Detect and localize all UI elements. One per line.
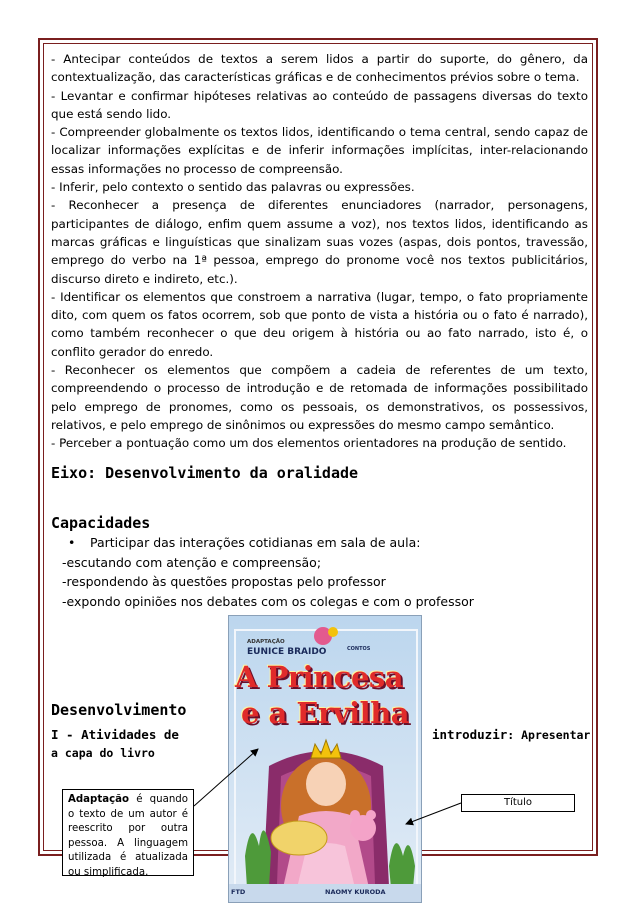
skills-paragraphs: [51, 50, 588, 453]
note-text: é quando o texto de um autor é reescrito por outra pessoa. A linguagem utilizada é atualizada ou simplificada.: [68, 794, 188, 878]
capacidades-list: [62, 533, 474, 611]
list-item: [62, 533, 474, 553]
book-adaptation-name: EUNICE BRAIDO: [247, 647, 327, 657]
note-bold-term: Adaptação: [68, 794, 130, 805]
paragraph: - Reconhecer a presença de diferentes enunciadores (narrador, personagens, participantes de diálogo, enfim quem assume a voz), nos textos lidos, identificando as marcas gráficas e linguísticas que sinalizam suas vozes (aspas, dois pontos, travessão, emprego do verbo na 1ª pessoa, emprego do pronome você nos textos publicitários, discurso direto e indireto, etc.).: [51, 198, 588, 286]
capacidades-heading: Capacidades: [51, 514, 151, 532]
paragraph: - Compreender globalmente os textos lidos, identificando o tema central, sendo capaz de localizar informações explícitas e de inferir informações implícitas, inter-relacionando essas informações no processo de compreensão.: [51, 125, 588, 176]
eixo-heading: Eixo: Desenvolvimento da oralidade: [51, 464, 359, 482]
book-title-line1: A Princesa: [235, 660, 404, 694]
paragraph: - Perceber a pontuação como um dos elementos orientadores na produção de sentido.: [51, 436, 567, 451]
book-title-line2: e a Ervilha: [241, 696, 410, 730]
capacidade-main: Participar das interações cotidianas em sala de aula:: [90, 535, 421, 550]
apresentar-text: : Apresentar: [507, 728, 591, 742]
book-author: NAOMY KURODA: [325, 888, 386, 896]
atividades-right: [432, 727, 590, 742]
book-cover-image: [228, 615, 422, 903]
desenvolvimento-heading: Desenvolvimento: [51, 701, 187, 719]
paragraph: - Levantar e confirmar hipóteses relativas ao conteúdo de passagens diversas do texto que está sendo lido.: [51, 88, 588, 121]
paragraph: - Antecipar conteúdos de textos a serem lidos a partir do suporte, do gênero, da contextualização, das características gráficas e de conhecimentos prévios sobre o tema.: [51, 52, 588, 85]
bullet-icon: •: [68, 535, 76, 550]
book-brand: CONTOS: [347, 646, 371, 652]
list-item: -expondo opiniões nos debates com os colegas e com o professor: [62, 593, 474, 609]
atividades-left: I - Atividades de: [51, 727, 179, 742]
paragraph: - Identificar os elementos que constroem a narrativa (lugar, tempo, o fato propriamente dito, com quem os fatos ocorrem, sob que ponto de vista a história ou o fato é narrado), como também reconhecer o que deu origem à história ou ao fato narrado, isto é, o conflito gerador do enredo.: [51, 289, 588, 359]
book-publisher: FTD: [231, 888, 246, 896]
book-adaptation-label: ADAPTAÇÃO: [247, 639, 285, 645]
list-item: -escutando com atenção e compreensão;: [62, 554, 322, 570]
introduzir-word: introduzir: [432, 727, 508, 742]
titulo-callout: Título: [461, 794, 575, 812]
list-item: -respondendo às questões propostas pelo professor: [62, 574, 386, 589]
adaptacao-note: [62, 789, 194, 876]
atividades-line2: a capa do livro: [51, 746, 155, 760]
paragraph: - Reconhecer os elementos que compõem a cadeia de referentes de um texto, compreendendo o processo de introdução e de retomada de informações possibilitado pelo emprego de pronomes, como os pessoais, os demonstrativos, os possessivos, relativos, e pelo emprego de sinônimos ou expressões do mesmo campo semântico.: [51, 363, 588, 432]
paragraph: - Inferir, pelo contexto o sentido das palavras ou expressões.: [51, 180, 415, 195]
